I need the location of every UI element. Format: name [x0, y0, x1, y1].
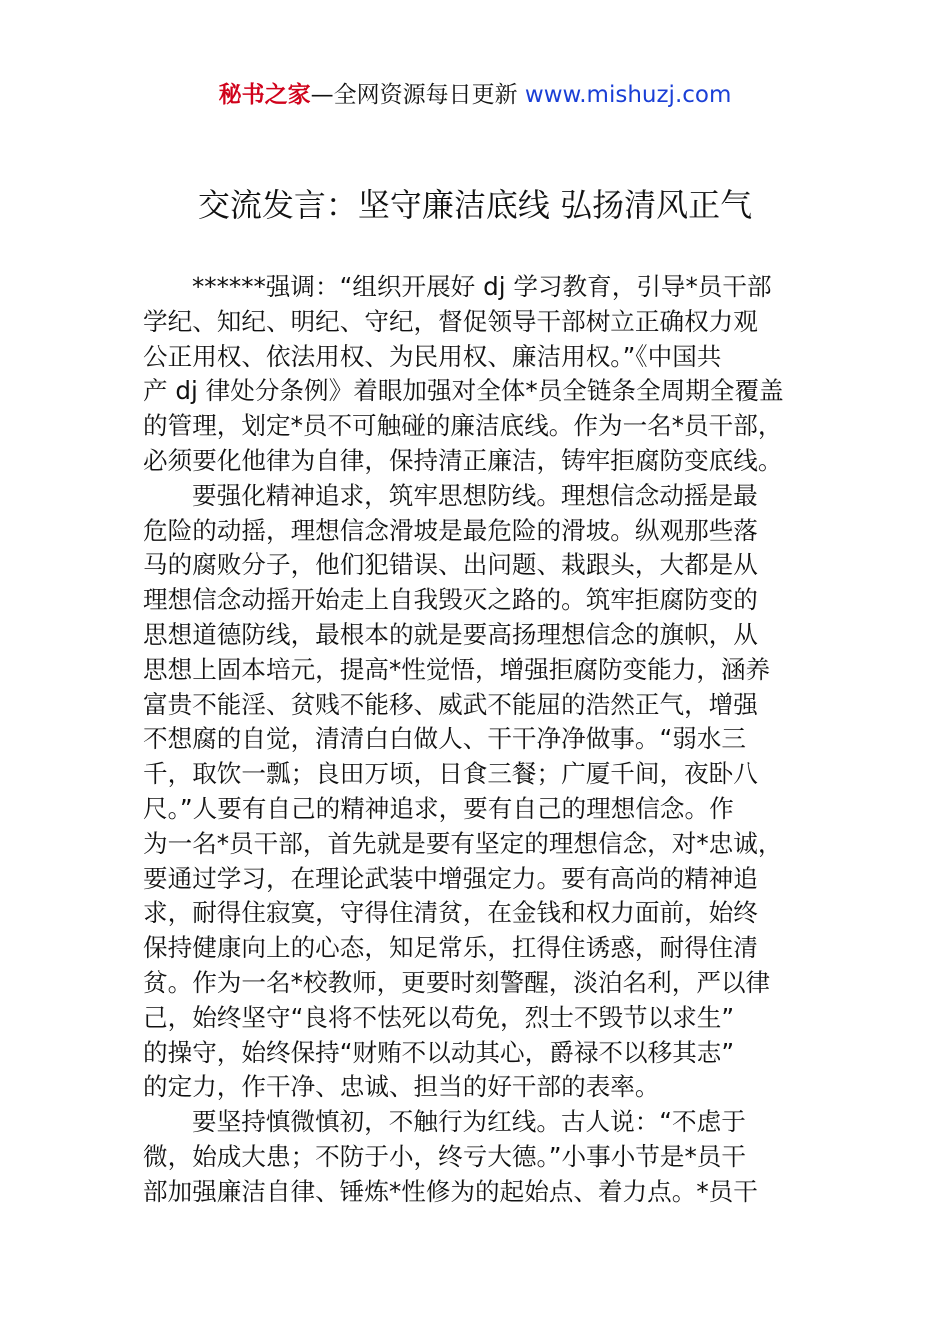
document-title: 交流发言：坚守廉洁底线 弘扬清风正气 [197, 186, 753, 224]
paragraph-line: 思想上固本培元，提高*性觉悟，增强拒腐防变能力，涵养 [143, 654, 771, 684]
paragraph-line: 要强化精神追求，筑牢思想防线。理想信念动摇是最 [192, 480, 758, 510]
paragraph-3 [143, 1105, 823, 1209]
paragraph-line: 千，取饮一瓢；良田万顷，日食三餐；广厦千间，夜卧八 [143, 759, 758, 789]
paragraph-line: 部加强廉洁自律、锤炼*性修为的起始点、着力点。*员干 [143, 1176, 758, 1206]
paragraph-line: 思想道德防线，最根本的就是要高扬理想信念的旗帜，从 [143, 619, 758, 649]
paragraph-line: 马的腐败分子，他们犯错误、出问题、栽跟头，大都是从 [143, 550, 758, 580]
site-url-link[interactable]: www.mishuzj.com [524, 82, 732, 108]
site-brand: 秘书之家 [218, 82, 311, 108]
paragraph-line: 为一名*员干部，首先就是要有坚定的理想信念，对*忠诚， [143, 828, 783, 858]
paragraph-line: 求，耐得住寂寞，守得住清贫，在金钱和权力面前，始终 [143, 898, 758, 928]
paragraph-line: 产 dj 律处分条例》着眼加强对全体*员全链条全周期全覆盖 [143, 376, 784, 406]
paragraph-line: 的定力，作干净、忠诚、担当的好干部的表率。 [143, 1072, 660, 1102]
paragraph-line: 要通过学习，在理论武装中增强定力。要有高尚的精神追 [143, 863, 758, 893]
paragraph-line: 不想腐的自觉，清清白白做人、干干净净做事。“弱水三 [143, 724, 746, 754]
paragraph-line: 富贵不能淫、贫贱不能移、威武不能屈的浩然正气，增强 [143, 689, 758, 719]
paragraph-line: 己，始终坚守“良将不怯死以苟免，烈士不毁节以求生” [143, 1002, 735, 1032]
paragraph-1 [143, 270, 823, 479]
paragraph-line: 的管理，划定*员不可触碰的廉洁底线。作为一名*员干部， [143, 411, 783, 441]
site-slogan: —全网资源每日更新 [310, 82, 525, 108]
document-body [143, 270, 823, 1210]
paragraph-line: 的操守，始终保持“财贿不以动其心，爵禄不以移其志” [143, 1037, 735, 1067]
paragraph-line: 尺。”人要有自己的精神追求，要有自己的理想信念。作 [143, 793, 734, 823]
paragraph-line: ******强调：“组织开展好 dj 学习教育，引导*员干部 [192, 272, 772, 301]
paragraph-line: 学纪、知纪、明纪、守纪，督促领导干部树立正确权力观 [143, 306, 758, 336]
paragraph-line: 理想信念动摇开始走上自我毁灭之路的。筑牢拒腐防变的 [143, 585, 758, 615]
site-header [0, 78, 950, 112]
paragraph-line: 保持健康向上的心态，知足常乐，扛得住诱惑，耐得住清 [143, 933, 758, 963]
paragraph-2 [143, 479, 823, 1105]
paragraph-line: 必须要化他律为自律，保持清正廉洁，铸牢拒腐防变底线。 [143, 445, 783, 475]
paragraph-line: 公正用权、依法用权、为民用权、廉洁用权。”《中国共 [143, 341, 722, 371]
paragraph-line: 微，始成大患；不防于小，终亏大德。”小事小节是*员干 [143, 1141, 746, 1171]
paragraph-line: 要坚持慎微慎初，不触行为红线。古人说：“不虑于 [192, 1107, 746, 1137]
paragraph-line: 贫。作为一名*校教师，更要时刻警醒，淡泊名利，严以律 [143, 967, 771, 997]
paragraph-line: 危险的动摇，理想信念滑坡是最危险的滑坡。纵观那些落 [143, 515, 758, 545]
